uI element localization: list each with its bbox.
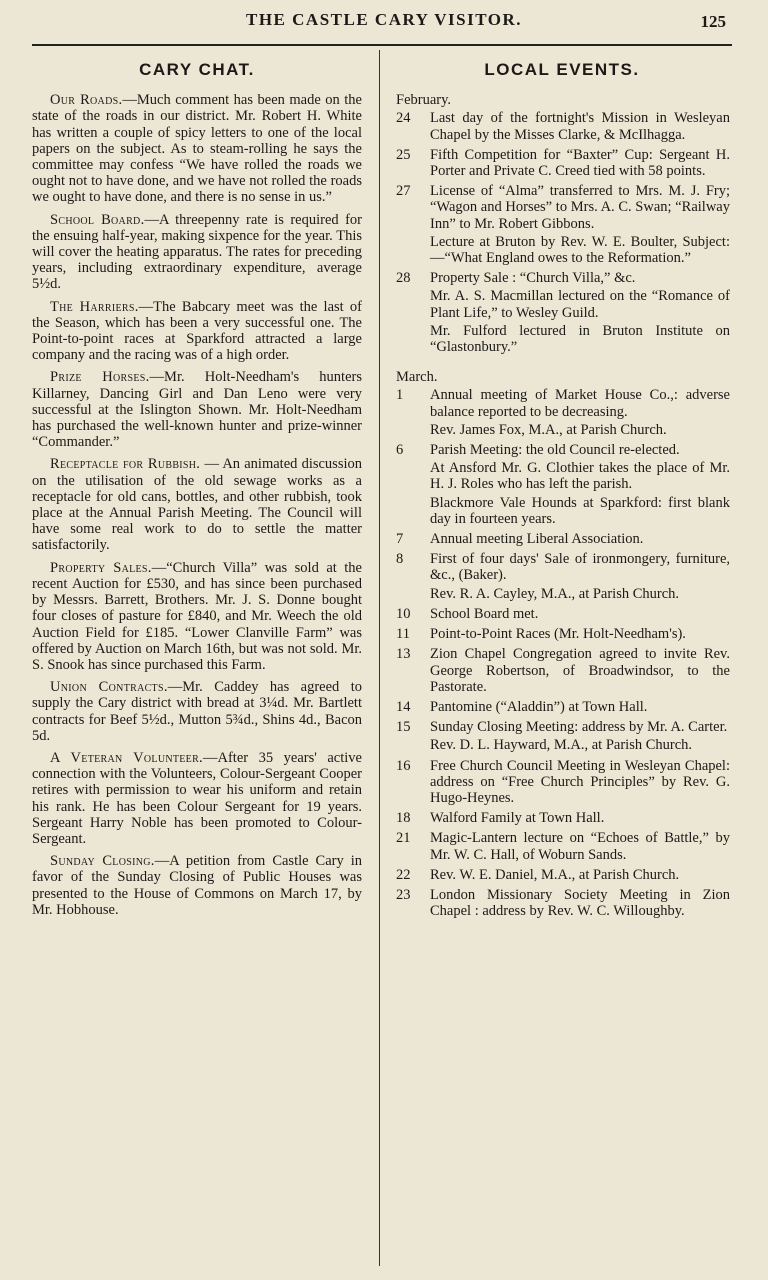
paragraph-lead: Union Contracts.: [50, 679, 168, 696]
event-day: 1: [396, 387, 404, 404]
event-line: Magic-Lantern lecture on “Echoes of Battle,” by Mr. W. C. Hall, of Woburn Sands.: [430, 830, 730, 863]
event-line: Walford Family at Town Hall.: [430, 810, 605, 827]
event-entry: [394, 531, 730, 549]
event-lines: [430, 147, 730, 181]
event-line: Free Church Council Meeting in Wesleyan Chapel: address on “Free Church Principles” by Rev. G. Hugo-Heynes.: [430, 757, 730, 806]
paragraph-text: —The Babcary meet was the last of the Season, which has been a very successful one. The Point-to-point races at Sparkford attracted a large company and the racing was of a high order.: [32, 298, 362, 364]
event-day: 21: [396, 830, 411, 847]
event-lines: [430, 531, 730, 549]
event-day: 6: [396, 442, 404, 459]
local-events-heading: LOCAL EVENTS.: [484, 60, 640, 79]
paragraph-lead: Property Sales.: [50, 559, 152, 576]
event-line: Lecture at Bruton by Rev. W. E. Boulter, Subject:—“What England owes to the Reformation.”: [430, 233, 730, 267]
event-entry: [394, 867, 730, 885]
event-lines: [430, 270, 730, 357]
event-day: 15: [396, 719, 411, 736]
event-lines: [430, 387, 730, 440]
event-day: 14: [396, 698, 411, 715]
paragraph-text: —Much comment has been made on the state of the roads in our district. Mr. Robert H. White has written a couple of spicy letters to one of the local papers on the subject. As to steam-rolling he says the committee may confess “We have rolled the roads we ought not to have done, and we have not rolled the roads we ought to have done, and there is no sense in us.”: [32, 92, 362, 206]
paragraph-lead: Prize Horses.: [50, 369, 150, 386]
event-line: Mr. A. S. Macmillan lectured on the “Romance of Plant Life,” to Wesley Guild.: [430, 288, 730, 321]
event-lines: [430, 699, 730, 717]
page-header: [0, 8, 768, 38]
event-line: London Missionary Society Meeting in Zion Chapel : address by Rev. W. C. Willoughby.: [430, 886, 730, 920]
paragraph-text: —“Church Villa” was sold at the recent Auction for £530, and has since been purchased by Messrs. Barrett, Brothers. Mr. J. S. Donne bought four closes of pasture for £840, and Mr. Weech the old Auction Field for £185. “Lower Clanville Farm” was offered by Auction on March 16th, but was not sold. Mr. S. Snook has since purchased this Farm.: [32, 559, 362, 673]
event-lines: [430, 551, 730, 604]
event-line: Last day of the fortnight's Mission in Wesleyan Chapel by the Misses Clarke, & McIlhagga.: [430, 110, 730, 143]
paragraph-text: — An animated discussion on the utilisation of the old sewage works as a receptacle for old cans, bottles, and other rubbish, took place at the Annual Parish Meeting. The Council will have some real work to do to settle the matter satisfactorily.: [32, 456, 362, 554]
event-line: Fifth Competition for “Baxter” Cup: Sergeant H. Porter and Private C. Creed tied with 58 points.: [430, 146, 730, 180]
event-entry: [394, 270, 730, 357]
event-line: At Ansford Mr. G. Clothier takes the place of Mr. H. J. Roles who has left the parish.: [430, 460, 730, 493]
event-lines: [430, 442, 730, 529]
event-entry: [394, 147, 730, 181]
event-line: Property Sale : “Church Villa,” &c.: [430, 270, 636, 287]
event-lines: [430, 867, 730, 885]
chat-paragraph: [32, 750, 362, 847]
event-line: School Board met.: [430, 605, 539, 622]
paragraph-lead: Sunday Closing.: [50, 853, 155, 870]
paragraph-lead: School Board.: [50, 211, 145, 228]
paragraph-text: —A threepenny rate is required for the ensuing half-year, making sixpence for the year. This will cover the heating apparatus. The rates for preceding years, including extraordinary expenditure, average 5½d.: [32, 211, 362, 293]
chat-paragraph: [32, 92, 362, 205]
event-line: Zion Chapel Congregation agreed to invite Rev. George Robertson, of Broadwindsor, to the Pastorate.: [430, 646, 730, 695]
event-entry: [394, 606, 730, 624]
event-day: 11: [396, 626, 410, 643]
event-line: Annual meeting Liberal Association.: [430, 531, 644, 548]
event-line: Rev. W. E. Daniel, M.A., at Parish Church.: [430, 866, 680, 883]
cary-chat-heading: CARY CHAT.: [139, 60, 255, 79]
event-lines: [430, 110, 730, 144]
column-divider: [379, 50, 380, 1266]
event-line: Rev. D. L. Hayward, M.A., at Parish Church.: [430, 737, 693, 754]
paragraph-lead: Receptacle for Rubbish.: [50, 456, 201, 473]
event-entry: [394, 110, 730, 144]
month-heading: March.: [396, 369, 438, 386]
event-entry: [394, 646, 730, 697]
event-day: 7: [396, 531, 404, 548]
event-lines: [430, 606, 730, 624]
event-line: Blackmore Vale Hounds at Sparkford: first blank day in fourteen years.: [430, 494, 730, 527]
event-line: First of four days' Sale of ironmongery, furniture, &c., (Baker).: [430, 551, 730, 584]
event-entry: [394, 387, 730, 440]
event-day: 24: [396, 110, 411, 127]
chat-paragraph: [32, 299, 362, 364]
event-line: Rev. R. A. Cayley, M.A., at Parish Church.: [430, 585, 680, 602]
local-events-column: [394, 56, 730, 923]
event-day: 22: [396, 866, 411, 883]
event-day: 28: [396, 270, 411, 287]
cary-chat-column: [32, 56, 362, 924]
event-entry: [394, 183, 730, 268]
event-day: 18: [396, 810, 411, 827]
event-lines: [430, 719, 730, 755]
chat-paragraph: [32, 456, 362, 553]
event-day: 8: [396, 551, 404, 568]
event-entry: [394, 758, 730, 809]
event-lines: [430, 626, 730, 644]
local-events-list: [394, 92, 730, 921]
event-day: 25: [396, 146, 411, 163]
page-number: 125: [700, 12, 726, 31]
event-day: 27: [396, 183, 411, 200]
chat-paragraph: [32, 212, 362, 293]
paragraph-lead: A Veteran Volunteer.: [50, 749, 203, 766]
chat-paragraph: [32, 853, 362, 918]
event-entry: [394, 699, 730, 717]
event-entry: [394, 810, 730, 828]
paragraph-text: —Mr. Holt-Needham's hunters Killarney, Dancing Girl and Dan Leno were very successful at the Islington Shown. Mr. Holt-Needham has purchased the well-known hunter and prize-winner “Commander.”: [32, 369, 362, 451]
event-entry: [394, 830, 730, 864]
event-line: Sunday Closing Meeting: address by Mr. A. Carter.: [430, 719, 728, 736]
event-line: Parish Meeting: the old Council re-elected.: [430, 442, 680, 459]
chat-paragraph: [32, 679, 362, 744]
event-lines: [430, 183, 730, 268]
month-heading: February.: [396, 92, 452, 109]
event-lines: [430, 810, 730, 828]
event-entry: [394, 626, 730, 644]
paragraph-lead: The Harriers.: [50, 298, 139, 315]
event-day: 13: [396, 646, 411, 663]
event-lines: [430, 887, 730, 921]
event-line: License of “Alma” transferred to Mrs. M. J. Fry; “Wagon and Horses” to Mrs. A. C. Swan; “Railway Inn” to Mr. Robert Gibbons.: [430, 183, 730, 232]
event-entry: [394, 719, 730, 755]
event-day: 16: [396, 757, 411, 774]
event-lines: [430, 646, 730, 697]
event-entry: [394, 442, 730, 529]
event-entry: [394, 551, 730, 604]
chat-paragraph: [32, 369, 362, 450]
event-line: Annual meeting of Market House Co.,: adverse balance reported to be decreasing.: [430, 387, 730, 420]
paragraph-text: —Mr. Caddey has agreed to supply the Cary district with bread at 3¼d. Mr. Bartlett contracts for Beef 5½d., Mutton 5¾d., Shins 4d., Bacon 5d.: [32, 679, 362, 744]
event-entry: [394, 887, 730, 921]
event-lines: [430, 758, 730, 809]
publication-title: THE CASTLE CARY VISITOR.: [246, 10, 522, 29]
chat-paragraph: [32, 560, 362, 673]
paragraph-text: —A petition from Castle Cary in favor of the Sunday Closing of Public Houses was presented to the House of Commons on March 17, by Mr. Hobhouse.: [32, 853, 362, 918]
cary-chat-paragraphs: [32, 92, 362, 918]
event-day: 23: [396, 886, 411, 903]
paragraph-text: —After 35 years' active connection with the Volunteers, Colour-Sergeant Cooper retires with permission to wear his uniform and retain his rank. He has been Colour Sergeant for 19 years. Sergeant Harry Noble has been promoted to Colour-Sergeant.: [32, 749, 362, 847]
event-line: Point-to-Point Races (Mr. Holt-Needham's).: [430, 626, 686, 643]
event-day: 10: [396, 605, 411, 622]
event-lines: [430, 830, 730, 864]
paragraph-lead: Our Roads.: [50, 92, 123, 109]
event-line: Rev. James Fox, M.A., at Parish Church.: [430, 421, 667, 438]
event-line: Pantomine (“Aladdin”) at Town Hall.: [430, 698, 648, 715]
event-line: Mr. Fulford lectured in Bruton Institute on “Glastonbury.”: [430, 322, 730, 356]
header-rule: [32, 44, 732, 46]
